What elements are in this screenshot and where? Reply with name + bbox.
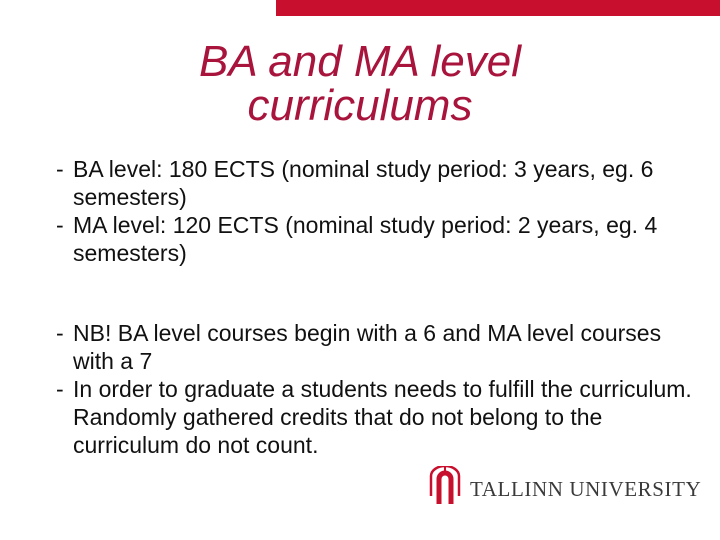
- slide-title-line-2: curriculums: [247, 81, 473, 130]
- bullet-dash: -: [56, 320, 64, 346]
- bullet-item: [40, 375, 700, 459]
- bullet-dash: -: [56, 212, 64, 238]
- bullet-item: [40, 211, 700, 267]
- bullet-text: In order to graduate a students needs to fulfill the curriculum. Randomly gathered credits that do not belong to the curriculum do not count.: [73, 376, 692, 458]
- bullet-dash: -: [56, 156, 64, 182]
- bullet-text: BA level: 180 ECTS (nominal study period: 3 years, eg. 6 semesters): [73, 156, 654, 210]
- bullet-list: [40, 155, 700, 459]
- top-accent-bar: [276, 0, 720, 16]
- university-name: TALLINN UNIVERSITY: [470, 477, 702, 501]
- bullet-item: [40, 155, 700, 211]
- university-emblem-icon: [428, 466, 462, 506]
- bullet-text: NB! BA level courses begin with a 6 and MA level courses with a 7: [73, 320, 662, 374]
- bullet-dash: -: [56, 376, 64, 402]
- bullet-text: MA level: 120 ECTS (nominal study period: 2 years, eg. 4 semesters): [73, 212, 658, 266]
- university-logo: [428, 466, 702, 506]
- slide-title-line-1: BA and MA level: [198, 37, 521, 86]
- bullet-item: [40, 319, 700, 375]
